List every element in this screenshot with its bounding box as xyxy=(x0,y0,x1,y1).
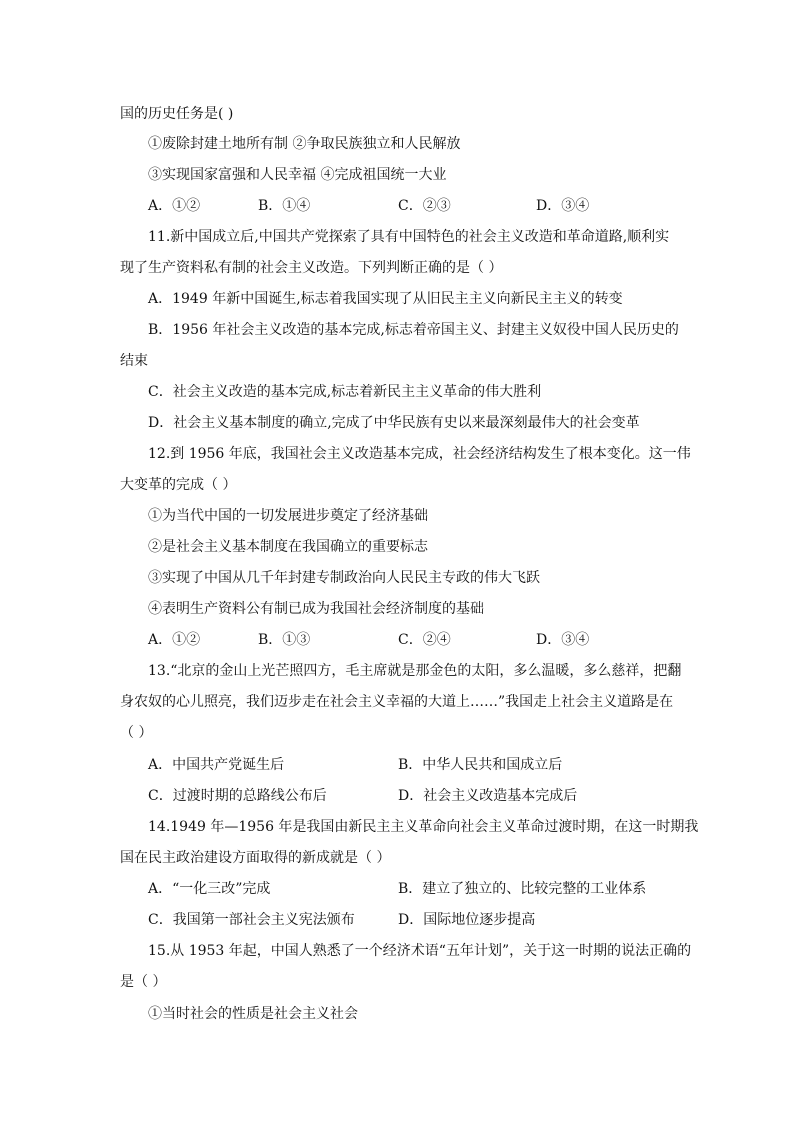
option-d: D．③④ xyxy=(536,198,590,214)
option-d: D．国际地位逐步提高 xyxy=(398,912,536,928)
text-line: ③实现了中国从几千年封建专制政治向人民民主专政的伟大飞跃 xyxy=(148,570,540,586)
question-11: 11.新中国成立后,中国共产党探索了具有中国特色的社会主义改造和革命道路,顺利实 xyxy=(148,229,670,245)
option-c: C．我国第一部社会主义宪法颁布 xyxy=(148,912,355,928)
question-13: 13.“北京的金山上光芒照四方，毛主席就是那金色的太阳，多么温暖，多么慈祥，把翻 xyxy=(148,663,682,679)
text-line: 身农奴的心儿照亮，我们迈步走在社会主义幸福的大道上……”我国走上社会主义道路是在 xyxy=(120,694,674,710)
options-row xyxy=(0,879,794,899)
text-line: ①为当代中国的一切发展进步奠定了经济基础 xyxy=(148,508,428,524)
option-b: B．①④ xyxy=(258,198,311,214)
option-b: B．①③ xyxy=(258,632,311,648)
option-b: B．建立了独立的、比较完整的工业体系 xyxy=(398,881,647,897)
text-line: 是（ ） xyxy=(120,974,167,990)
option-d: D．社会主义改造基本完成后 xyxy=(398,788,578,804)
option-a: A．①② xyxy=(148,198,201,214)
option-d: D．③④ xyxy=(536,632,590,648)
option-c: C．②③ xyxy=(398,198,451,214)
text-line: 国在民主政治建设方面取得的新成就是（ ） xyxy=(120,850,391,866)
option-a: A．“一化三改”完成 xyxy=(148,881,271,897)
text-line: ①当时社会的性质是社会主义社会 xyxy=(148,1006,358,1022)
option-b: B．1956 年社会主义改造的基本完成,标志着帝国主义、封建主义奴役中国人民历史的 xyxy=(148,322,679,338)
option-a: A．①② xyxy=(148,632,201,648)
question-15: 15.从 1953 年起，中国人熟悉了一个经济术语“五年计划”，关于这一时期的说法正确的 xyxy=(148,943,692,959)
text-line: ③实现国家富强和人民幸福 ④完成祖国统一大业 xyxy=(148,167,447,183)
option-c: C．②④ xyxy=(398,632,451,648)
text-line: 现了生产资料私有制的社会主义改造。下列判断正确的是（ ） xyxy=(120,260,503,276)
option-c: C．社会主义改造的基本完成,标志着新民主主义革命的伟大胜利 xyxy=(148,384,542,400)
option-a: A．中国共产党诞生后 xyxy=(148,757,285,773)
text-line: （ ） xyxy=(120,725,153,741)
question-14: 14.1949 年—1956 年是我国由新民主主义革命向社会主义革命过渡时期，在这一时期我 xyxy=(148,819,699,835)
options-row xyxy=(0,630,794,650)
option-b: B．中华人民共和国成立后 xyxy=(398,757,563,773)
text-line: ④表明生产资料公有制已成为我国社会经济制度的基础 xyxy=(148,601,484,617)
text-line: 国的历史任务是( ) xyxy=(120,106,234,122)
options-row xyxy=(0,910,794,930)
option-d: D．社会主义基本制度的确立,完成了中华民族有史以来最深刻最伟大的社会变革 xyxy=(148,415,640,431)
option-c: C．过渡时期的总路线公布后 xyxy=(148,788,327,804)
options-row xyxy=(0,786,794,806)
option-a: A．1949 年新中国诞生,标志着我国实现了从旧民主主义向新民主主义的转变 xyxy=(148,291,623,307)
text-line: ①废除封建土地所有制 ②争取民族独立和人民解放 xyxy=(148,136,461,152)
text-line: ②是社会主义基本制度在我国确立的重要标志 xyxy=(148,539,428,555)
question-12: 12.到 1956 年底，我国社会主义改造基本完成，社会经济结构发生了根本变化。这一伟 xyxy=(148,446,691,462)
options-row xyxy=(0,196,794,216)
options-row xyxy=(0,755,794,775)
text-line: 结束 xyxy=(120,353,148,369)
text-line: 大变革的完成（ ） xyxy=(120,477,237,493)
